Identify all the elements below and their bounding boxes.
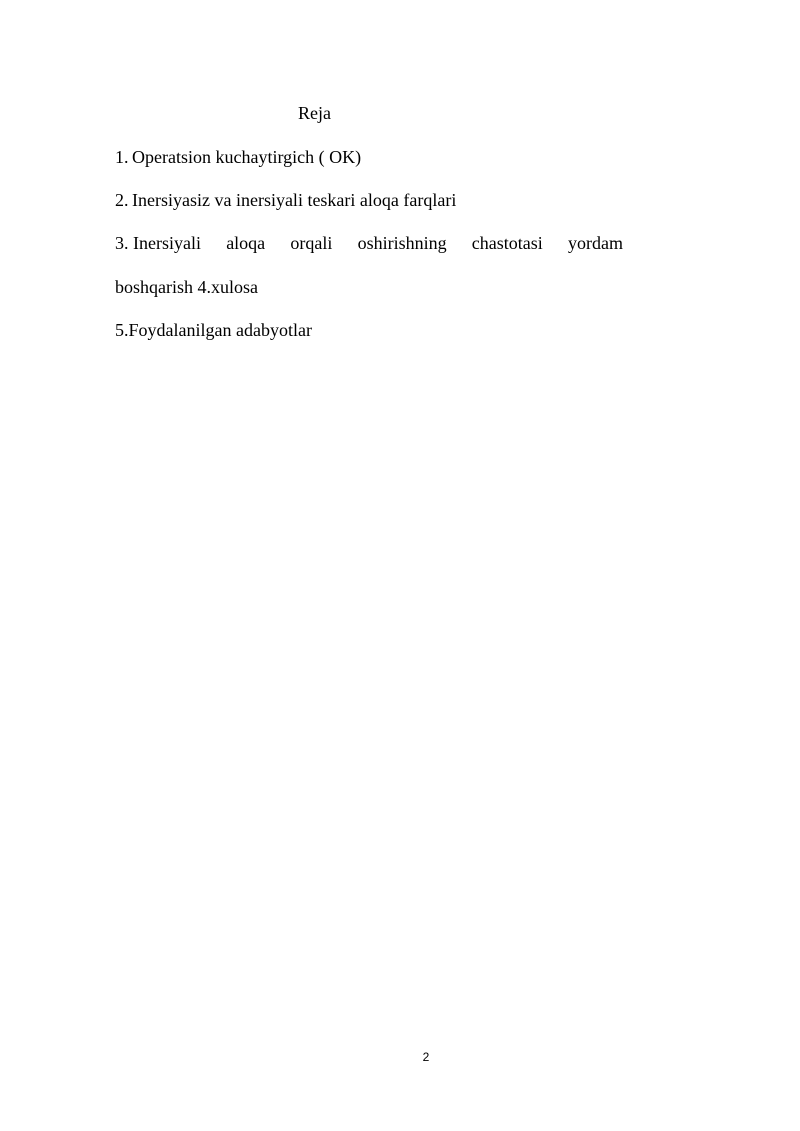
plan-item-number: 2.: [115, 190, 129, 210]
plan-item-word: oshirishning: [357, 233, 447, 253]
plan-item-number: 1.: [115, 147, 129, 167]
plan-item-word: chastotasi: [471, 233, 543, 253]
plan-item-first-word: [115, 232, 201, 254]
plan-item-text: Operatsion kuchaytirgich ( OK): [132, 147, 362, 167]
plan-item-1: [115, 146, 361, 168]
plan-item-word: orqali: [290, 233, 333, 253]
plan-item-word: yordam: [567, 233, 623, 253]
page-number: 2: [422, 1050, 430, 1064]
plan-item-number: 3.: [115, 233, 129, 253]
document-title: Reja: [298, 103, 331, 123]
plan-item-text: Inersiyasiz va inersiyali teskari aloqa farqlari: [132, 190, 457, 210]
plan-item-3-continuation: boshqarish 4.xulosa: [115, 277, 258, 297]
plan-item-3: [115, 232, 623, 254]
plan-item-word: Inersiyali: [133, 233, 201, 253]
plan-item-word: aloqa: [226, 233, 266, 253]
plan-item-5: 5.Foydalanilgan adabyotlar: [115, 320, 312, 340]
plan-item-2: [115, 189, 456, 211]
